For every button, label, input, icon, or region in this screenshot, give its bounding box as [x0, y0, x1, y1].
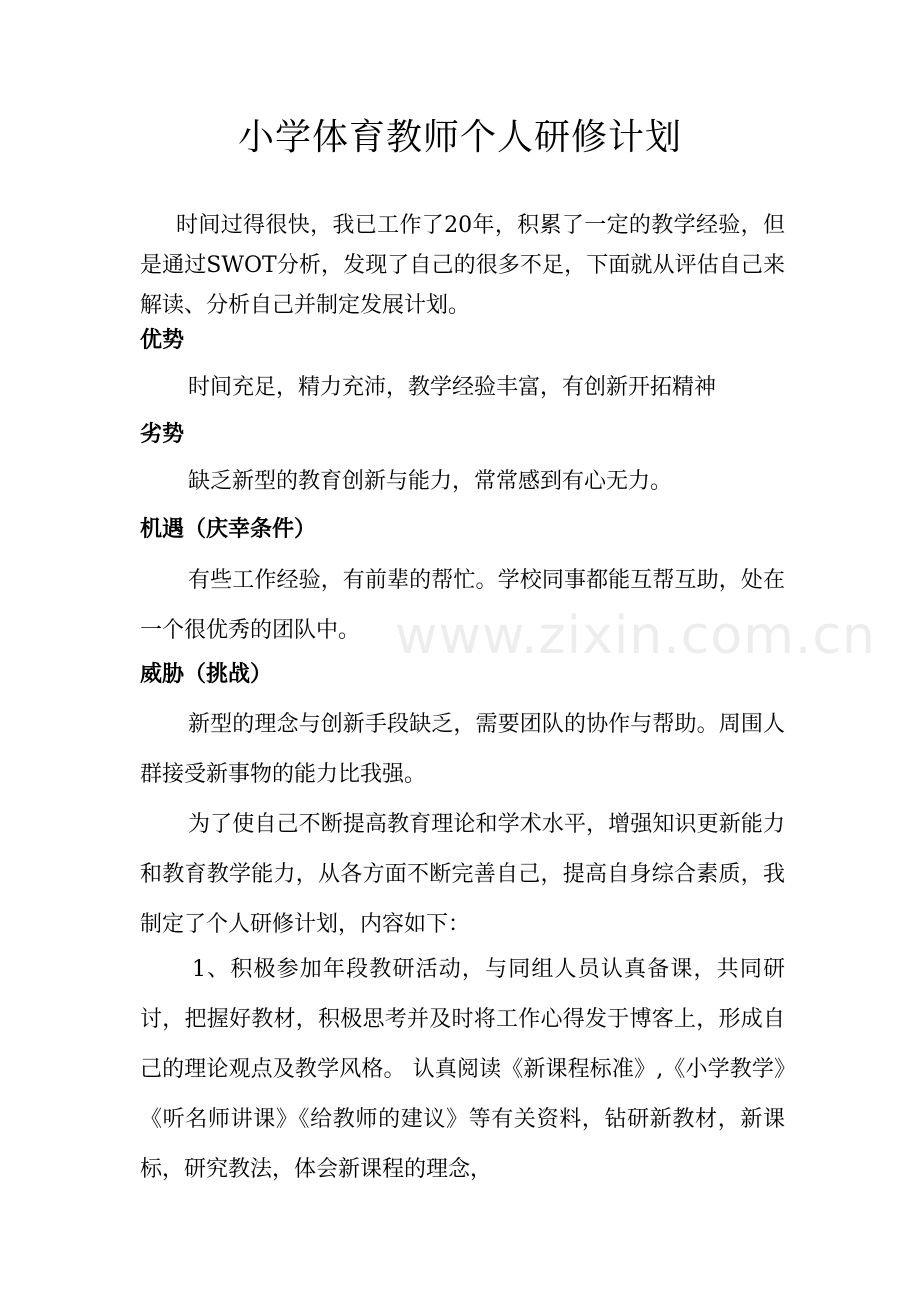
intro-paragraph: 时间过得很快，我已工作了20年，积累了一定的教学经验，但是通过SWOT分析，发现了自己的很多不足，下面就从评估自己来解读、分析自己并制定发展计划。 — [140, 213, 785, 318]
document-title: 小学体育教师个人研修计划 — [237, 117, 682, 158]
plan-item-1: 1、积极参加年段教研活动，与同组人员认真备课，共同研讨，把握好教材，积极思考并及时将工作心得发于博客上，形成自己的理论观点及教学风格。 认真阅读《新课程标准》,《小学教学》《听名师讲课》《给教师的建议》等有关资料，钻研新教材，新课标，研究教法，体会新课程的理念， — [140, 957, 785, 1182]
section-text-opportunities: 有些工作经验，有前辈的帮忙。学校同事都能互帮互助，处在一个很优秀的团队中。 — [140, 568, 785, 643]
plan-intro-paragraph: 为了使自己不断提高教育理论和学术水平，增强知识更新能力和教育教学能力，从各方面不断完善自己，提高自身综合素质，我制定了个人研修计划，内容如下： — [140, 812, 785, 937]
section-heading-weaknesses: 劣势 — [140, 422, 185, 447]
section-heading-opportunities: 机遇（庆幸条件） — [140, 517, 317, 542]
section-text-threats: 新型的理念与创新手段缺乏，需要团队的协作与帮助。周围人群接受新事物的能力比我强。 — [140, 712, 785, 787]
section-text-strengths: 时间充足，精力充沛，教学经验丰富，有创新开拓精神 — [188, 375, 717, 400]
watermark: www.zixin.com.cn — [395, 606, 876, 666]
section-heading-strengths: 优势 — [140, 328, 185, 353]
section-heading-threats: 威胁（挑战） — [140, 662, 273, 687]
section-text-weaknesses: 缺乏新型的教育创新与能力，常常感到有心无力。 — [188, 469, 673, 494]
